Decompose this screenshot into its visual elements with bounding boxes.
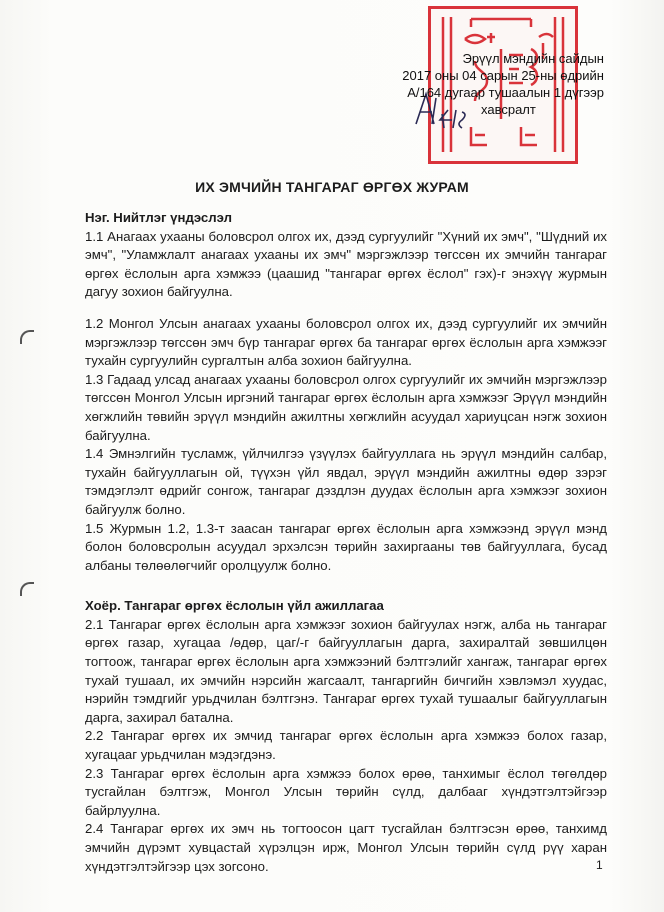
- approval-line-1: Эрүүл мэндийн сайдын: [462, 51, 604, 66]
- approval-line-2: 2017 оны 04 сарын 25-ны өдрийн: [402, 68, 604, 83]
- binder-hole-mark-top: [20, 330, 34, 344]
- document-title: ИХ ЭМЧИЙН ТАНГАРАГ ӨРГӨХ ЖУРАМ: [195, 179, 469, 195]
- page-number: 1: [596, 858, 603, 872]
- document-body: [85, 209, 607, 876]
- paragraph-2-3: 2.3 Тангараг өргөх ёслолын арга хэмжээ болох өрөө, танхимыг ёслол төгөлдөр тусгайлан бэлтгэж, Монгол Улсын төрийн сүлд, далбааг хүндэтгэлтэйгээр байрлуулна.: [85, 765, 607, 818]
- paragraph-1-2: 1.2 Монгол Улсын анагаах ухааны боловсрол олгох их, дээд сургуулийг их эмчийн мэргэжлээр төгссөн эмч бүр тангараг өргөх ба тангараг өргөх ёслолын арга хэмжээг тухайн сургуулийн сургалтын алба зохион байгуулна.: [85, 315, 607, 369]
- paragraph-1-1: 1.1 Анагаах ухааны боловсрол олгох их, дээд сургуулийг "Хүний их эмч", "Шүдний их эмч", "Уламжлалт анагаах ухааны их эмч" мэргэжлээр төгссөн их эмчийн тангараг өргөх ёслолын арга хэмжээ (цаашид "тангараг өргөх ёслол" гэх)-г энэхүү журмын дагуу зохион байгуулна.: [85, 228, 607, 300]
- paragraph-1-4: 1.4 Эмнэлгийн тусламж, үйлчилгээ үзүүлэх байгууллага нь эрүүл мэндийн салбар, тухайн байгууллагын ой, түүхэн үйл явдал, эрүүл мэндийн ажилтны өдөр зэрэг тэмдэглэлт өдрийг сонгож, тангараг дэздлэн дуудах ёслолын арга хэмжээг зохион байгуулж болно.: [85, 446, 607, 517]
- paragraph-1-5: 1.5 Журмын 1.2, 1.3-т заасан тангараг өргөх ёслолын арга хэмжээнд эрүүл мэнд болон боловсролын асуудал эрхэлсэн төрийн захиргааны төв байгууллага, бусад албаны төлөөлөгчийг оролцуулж болно.: [85, 520, 607, 573]
- approval-line-4: хавсралт: [481, 102, 536, 117]
- paragraph-2-1: 2.1 Тангараг өргөх ёслолын арга хэмжээг зохион байгуулах нэгж, алба нь тангараг өргөх газар, хугацаа /өдөр, цаг/-г байгууллагын дарга, захиралтай зөвшилцөн тогтоож, тангараг өргөх ёслолын арга хэмжээний бэлтгэлийг хангаж, тангараг өргөх тухай тушаал, их эмчийн нэрсийн жагсаалт, тангаргийн бичгийн хэвлэмэл хуудас, нэрийн тэмдгийг урьдчилан бэлтгэнэ. Тангараг өргөх тухай тушаалыг байгууллагын дарга, захирал батална.: [85, 616, 607, 725]
- paragraph-2-4: 2.4 Тангараг өргөх их эмч нь тогтоосон цагт тусгайлан бэлтгэсэн өрөө, танхимд эмчийн дүрэмт хувцастай хүрэлцэн ирж, Монгол Улсын төрийн сүлд рүү харан хүндэтгэлтэйгээр цэх зогсоно.: [85, 821, 607, 874]
- paragraph-1-3: 1.3 Гадаад улсад анагаах ухааны боловсрол олгох сургуулийг их эмчийн мэргэжлээр төгссөн Монгол Улсын иргэний тангараг өргөх ёслолын арга хэмжээг Эрүүл мэндийн хөгжлийн төвийн эрүүл мэндийн ажилтны хөгжлийн асуудал хариуцсан нэгж зохион байгуулна.: [85, 371, 607, 443]
- binder-hole-mark-bottom: [20, 582, 34, 596]
- approval-note: [384, 50, 604, 118]
- approval-line-3: А/164 дугаар тушаалын 1 дүгээр: [407, 85, 604, 100]
- paragraph-2-2: 2.2 Тангараг өргөх их эмчид тангараг өргөх ёслолын арга хэмжээ болох газар, хугацааг урьдчилан мэдэгдэнэ.: [85, 728, 607, 763]
- section-heading-1: Нэг. Нийтлэг үндэслэл: [85, 210, 232, 225]
- section-heading-2: Хоёр. Тангараг өргөх ёслолын үйл ажиллагаа: [85, 598, 384, 614]
